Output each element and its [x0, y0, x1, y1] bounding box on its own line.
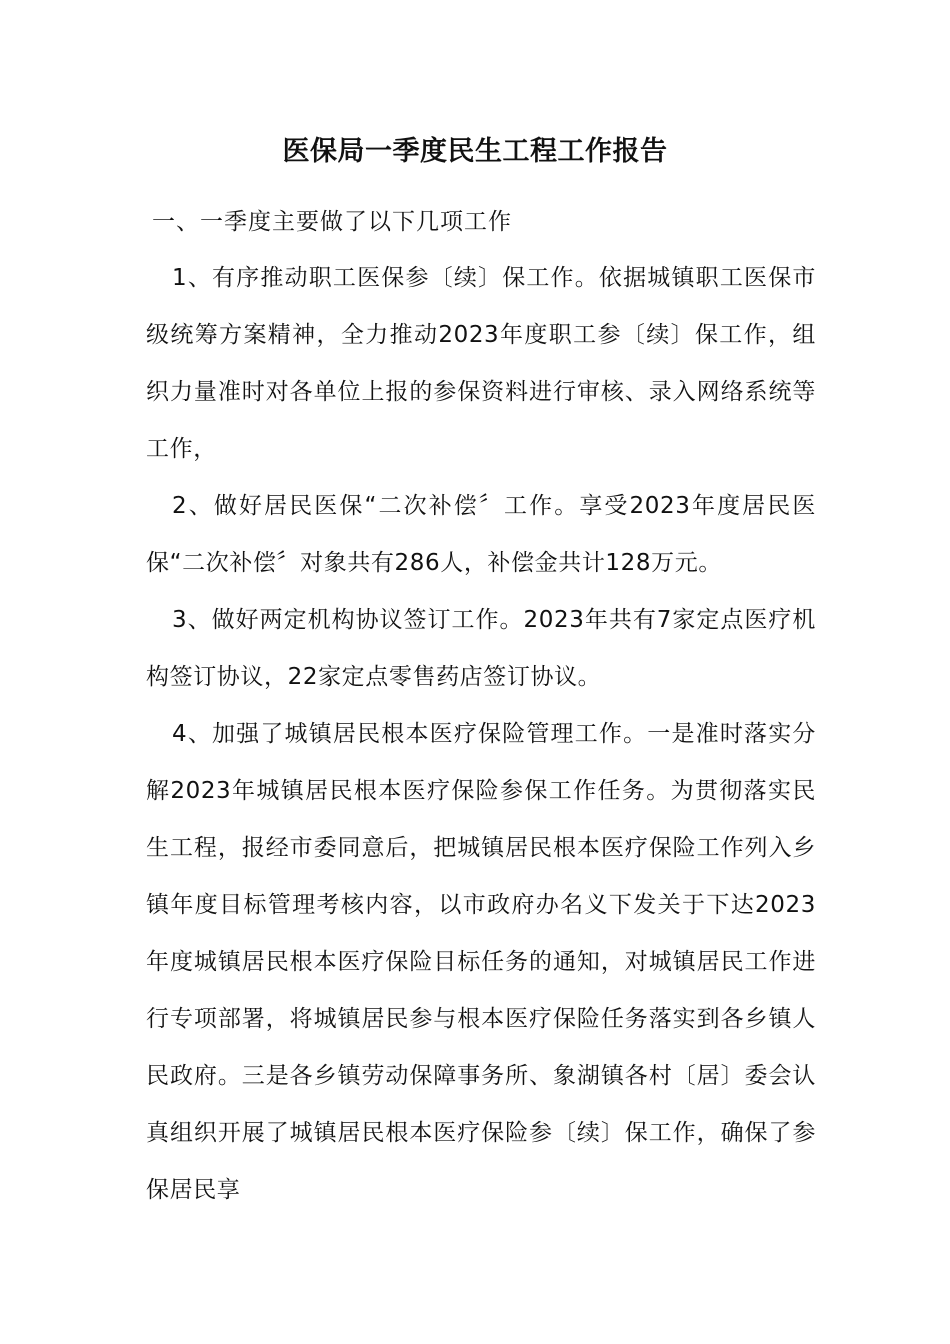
paragraph-2: 2、做好居民医保“二次补偿〞工作。享受2023年度居民医保“二次补偿〞对象共有286人，补偿金共计128万元。	[146, 493, 816, 576]
paragraph-1: 1、有序推动职工医保参〔续〕保工作。依据城镇职工医保市级统筹方案精神，全力推动2023年度职工参〔续〕保工作，组织力量准时对各单位上报的参保资料进行审核、录入网络系统等工作，	[146, 265, 816, 462]
document-title: 医保局一季度民生工程工作报告	[282, 136, 668, 167]
paragraph-3: 3、做好两定机构协议签订工作。2023年共有7家定点医疗机构签订协议，22家定点零售药店签订协议。	[146, 607, 816, 690]
paragraph-block	[146, 250, 816, 478]
paragraph-block	[146, 478, 816, 592]
paragraph-4: 4、加强了城镇居民根本医疗保险管理工作。一是准时落实分解2023年城镇居民根本医疗保险参保工作任务。为贯彻落实民生工程，报经市委同意后，把城镇居民根本医疗保险工作列入乡镇年度目标管理考核内容，以市政府办名义下发关于下达2023年度城镇居民根本医疗保险目标任务的通知，对城镇居民工作进行专项部署，将城镇居民参与根本医疗保险任务落实到各乡镇人民政府。三是各乡镇劳动保障事务所、象湖镇各村〔居〕委会认真组织开展了城镇居民根本医疗保险参〔续〕保工作，确保了参保居民享	[146, 721, 816, 1203]
paragraph-block	[146, 592, 816, 706]
paragraph-block	[146, 706, 816, 1219]
section-heading: 一、一季度主要做了以下几项工作	[152, 209, 512, 235]
